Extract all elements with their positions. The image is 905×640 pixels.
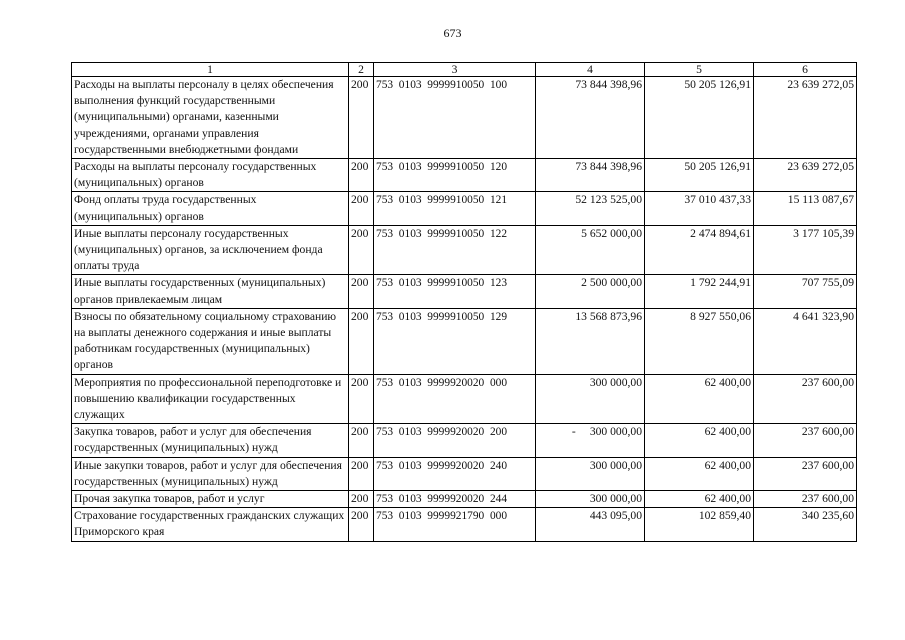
- description-text: Прочая закупка товаров, работ и услуг: [74, 492, 265, 506]
- expense-type-code: 200: [489, 426, 508, 439]
- row-budget-code: [374, 77, 536, 159]
- row-col6: [754, 374, 857, 424]
- row-col5: [645, 308, 754, 374]
- expense-type-code: 100: [489, 79, 508, 91]
- col4-value: 13 568 873,96: [575, 309, 642, 323]
- table-row: [72, 192, 857, 225]
- col4-value: 300 000,00: [589, 375, 642, 389]
- admin-code: 753: [376, 227, 394, 240]
- expense-type-code: 000: [489, 376, 508, 389]
- col6-value: 15 113 087,67: [787, 193, 854, 207]
- row-col6: [754, 508, 857, 541]
- row-col6: [754, 225, 857, 275]
- row-col5: [645, 424, 754, 457]
- expense-type-code: 000: [489, 510, 508, 523]
- row-col4: [536, 192, 645, 225]
- row-col4: [536, 275, 645, 308]
- row-col6: [754, 424, 857, 457]
- table-row: [72, 374, 857, 424]
- expense-type-code: 123: [489, 277, 508, 290]
- col4-value: 300 000,00: [589, 425, 642, 439]
- program-code: 9999910050: [427, 227, 485, 240]
- program-code: 9999920020: [427, 376, 485, 389]
- table-row: [72, 508, 857, 541]
- col5-value: 2 474 894,61: [690, 226, 751, 240]
- col5-value: 62 400,00: [704, 458, 751, 472]
- col6-value: 23 639 272,05: [787, 78, 854, 91]
- program-code: 9999921790: [427, 510, 485, 523]
- admin-code: 753: [376, 376, 394, 389]
- col5-value: 37 010 437,33: [684, 193, 751, 207]
- column-header: 1: [72, 63, 349, 77]
- col4-value: 73 844 398,96: [575, 160, 642, 174]
- description-text: Иные выплаты персоналу государственных (муниципальных) органов, за исключением фонда оплаты труда: [74, 226, 323, 273]
- row-col2: [349, 192, 374, 225]
- col2-value: 200: [351, 160, 369, 174]
- col4-value: 2 500 000,00: [581, 276, 642, 290]
- section-code: 0103: [398, 493, 422, 506]
- row-budget-code: [374, 508, 536, 541]
- expense-type-code: 240: [489, 459, 508, 472]
- row-col2: [349, 225, 374, 275]
- col2-value: 200: [351, 78, 369, 91]
- col5-value: 1 792 244,91: [690, 276, 751, 290]
- col5-value: 50 205 126,91: [684, 160, 751, 174]
- admin-code: 753: [376, 493, 394, 506]
- row-col5: [645, 275, 754, 308]
- column-header: 2: [349, 63, 374, 77]
- col4-value: 52 123 525,00: [575, 193, 642, 207]
- admin-code: 753: [376, 426, 394, 439]
- section-code: 0103: [398, 310, 422, 323]
- row-col6: [754, 308, 857, 374]
- row-budget-code: [374, 457, 536, 490]
- col5-value: 62 400,00: [704, 375, 751, 389]
- row-col2: [349, 374, 374, 424]
- row-col5: [645, 192, 754, 225]
- row-col2: [349, 457, 374, 490]
- col6-value: 237 600,00: [801, 375, 854, 389]
- row-description: [72, 192, 349, 225]
- admin-code: 753: [376, 194, 394, 207]
- description-text: Взносы по обязательному социальному страхованию на выплаты денежного содержания и иные выплаты работникам государственных (муниципальных) органов: [74, 309, 337, 372]
- row-budget-code: [374, 225, 536, 275]
- col6-value: 4 641 323,90: [793, 309, 854, 323]
- row-budget-code: [374, 159, 536, 192]
- table-row: [72, 77, 857, 159]
- col2-value: 200: [351, 375, 369, 389]
- row-description: [72, 275, 349, 308]
- section-code: 0103: [398, 459, 422, 472]
- row-budget-code: [374, 275, 536, 308]
- admin-code: 753: [376, 310, 394, 323]
- row-col2: [349, 275, 374, 308]
- admin-code: 753: [376, 277, 394, 290]
- row-budget-code: [374, 491, 536, 508]
- row-col2: [349, 77, 374, 159]
- row-col4: [536, 225, 645, 275]
- row-col5: [645, 374, 754, 424]
- program-code: 9999910050: [427, 310, 485, 323]
- col4-value: 300 000,00: [589, 492, 642, 506]
- col2-value: 200: [351, 425, 369, 439]
- description-text: Фонд оплаты труда государственных (муниципальных) органов: [74, 193, 257, 223]
- col6-value: 340 235,60: [801, 509, 854, 523]
- row-col4: [536, 308, 645, 374]
- section-code: 0103: [398, 79, 422, 91]
- admin-code: 753: [376, 510, 394, 523]
- description-text: Закупка товаров, работ и услуг для обеспечения государственных (муниципальных) нужд: [74, 425, 312, 455]
- col4-value: 73 844 398,96: [575, 78, 642, 91]
- col6-value: 23 639 272,05: [787, 160, 854, 174]
- row-col5: [645, 225, 754, 275]
- row-description: [72, 374, 349, 424]
- col5-value: 8 927 550,06: [690, 309, 751, 323]
- program-code: 9999910050: [427, 79, 485, 91]
- col6-value: 3 177 105,39: [793, 226, 854, 240]
- col2-value: 200: [351, 458, 369, 472]
- description-text: Страхование государственных гражданских служащих Приморского края: [74, 509, 345, 539]
- description-text: Расходы на выплаты персоналу государственных (муниципальных) органов: [74, 160, 317, 190]
- budget-table: [71, 62, 857, 542]
- row-col2: [349, 308, 374, 374]
- row-description: [72, 159, 349, 192]
- row-budget-code: [374, 374, 536, 424]
- description-text: Иные выплаты государственных (муниципальных) органов привлекаемым лицам: [74, 276, 326, 306]
- row-col6: [754, 457, 857, 490]
- column-header: 4: [536, 63, 645, 77]
- table-row: [72, 225, 857, 275]
- header-row: [72, 63, 857, 77]
- table-body: [72, 77, 857, 542]
- section-code: 0103: [398, 194, 422, 207]
- row-col6: [754, 275, 857, 308]
- row-description: [72, 457, 349, 490]
- section-code: 0103: [398, 510, 422, 523]
- row-col6: [754, 491, 857, 508]
- row-description: [72, 508, 349, 541]
- table-row: [72, 457, 857, 490]
- description-text: Расходы на выплаты персоналу в целях обеспечения выполнения функций государственными (муниципальными) органами, казенными учреждениями, органами управления государственными внебюджетными фондами: [74, 78, 334, 156]
- col5-value: 50 205 126,91: [684, 78, 751, 91]
- col4-prefix: -: [571, 425, 576, 439]
- expense-type-code: 120: [489, 161, 508, 174]
- col4-value: 300 000,00: [589, 458, 642, 472]
- col6-value: 237 600,00: [801, 425, 854, 439]
- program-code: 9999920020: [427, 459, 485, 472]
- col6-value: 237 600,00: [801, 492, 854, 506]
- expense-type-code: 129: [489, 310, 508, 323]
- table-row: [72, 159, 857, 192]
- row-col5: [645, 508, 754, 541]
- column-header: 6: [754, 63, 857, 77]
- row-col4: [536, 424, 645, 457]
- row-col6: [754, 192, 857, 225]
- row-budget-code: [374, 192, 536, 225]
- row-description: [72, 308, 349, 374]
- row-col4: [536, 159, 645, 192]
- row-col4: [536, 374, 645, 424]
- col4-value: 5 652 000,00: [581, 226, 642, 240]
- row-col2: [349, 491, 374, 508]
- expense-type-code: 121: [489, 194, 508, 207]
- col2-value: 200: [351, 276, 369, 290]
- program-code: 9999910050: [427, 161, 485, 174]
- row-col6: [754, 159, 857, 192]
- row-col5: [645, 77, 754, 159]
- page-number: 673: [443, 26, 462, 40]
- program-code: 9999910050: [427, 277, 485, 290]
- section-code: 0103: [398, 376, 422, 389]
- description-text: Мероприятия по профессиональной переподготовке и повышению квалификации государственных служащих: [74, 375, 342, 422]
- col6-value: 707 755,09: [801, 276, 854, 290]
- program-code: 9999920020: [427, 426, 485, 439]
- row-col5: [645, 457, 754, 490]
- row-budget-code: [374, 308, 536, 374]
- admin-code: 753: [376, 161, 394, 174]
- section-code: 0103: [398, 426, 422, 439]
- row-description: [72, 77, 349, 159]
- col2-value: 200: [351, 226, 369, 240]
- table-row: [72, 491, 857, 508]
- section-code: 0103: [398, 227, 422, 240]
- program-code: 9999920020: [427, 493, 485, 506]
- row-col4: [536, 491, 645, 508]
- row-col2: [349, 508, 374, 541]
- col2-value: 200: [351, 193, 369, 207]
- column-header: 3: [374, 63, 536, 77]
- admin-code: 753: [376, 79, 394, 91]
- col2-value: 200: [351, 492, 369, 506]
- row-budget-code: [374, 424, 536, 457]
- expense-type-code: 122: [489, 227, 508, 240]
- program-code: 9999910050: [427, 194, 485, 207]
- row-col5: [645, 159, 754, 192]
- col2-value: 200: [351, 309, 369, 323]
- col6-value: 237 600,00: [801, 458, 854, 472]
- col2-value: 200: [351, 509, 369, 523]
- col5-value: 62 400,00: [704, 425, 751, 439]
- row-col5: [645, 491, 754, 508]
- expense-type-code: 244: [489, 493, 508, 506]
- section-code: 0103: [398, 161, 422, 174]
- row-description: [72, 225, 349, 275]
- row-col4: [536, 457, 645, 490]
- row-col6: [754, 77, 857, 159]
- row-col4: [536, 508, 645, 541]
- col5-value: 102 859,40: [698, 509, 751, 523]
- row-col2: [349, 424, 374, 457]
- table-row: [72, 275, 857, 308]
- column-header: 5: [645, 63, 754, 77]
- table-row: [72, 424, 857, 457]
- description-text: Иные закупки товаров, работ и услуг для обеспечения государственных (муниципальных) нужд: [74, 458, 342, 488]
- row-col2: [349, 159, 374, 192]
- table-row: [72, 308, 857, 374]
- row-description: [72, 424, 349, 457]
- row-description: [72, 491, 349, 508]
- row-col4: [536, 77, 645, 159]
- col4-value: 443 095,00: [589, 509, 642, 523]
- section-code: 0103: [398, 277, 422, 290]
- col5-value: 62 400,00: [704, 492, 751, 506]
- admin-code: 753: [376, 459, 394, 472]
